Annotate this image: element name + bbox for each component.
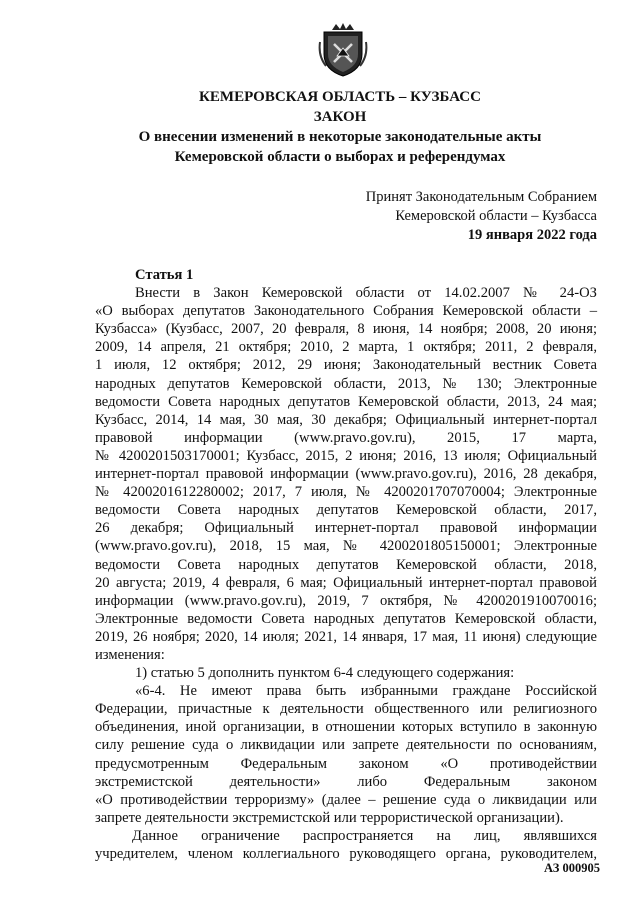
text-line: информации (www.pravo.gov.ru), 2019, 7 октября, № 4200201910070016; bbox=[95, 592, 597, 609]
text-line: изменения: bbox=[95, 646, 165, 663]
text-line: Федерации, причастные к деятельности общественного или религиозного bbox=[95, 701, 597, 718]
law-title-line-1: О внесении изменений в некоторые законодательные акты bbox=[138, 129, 542, 145]
text-line: (www.pravo.gov.ru), 2018, 15 мая, № 4200201805150001; Электронные bbox=[95, 538, 597, 555]
text-line: Данное ограничение распространяется на лиц, являвшихся bbox=[132, 827, 597, 844]
text-line: ведомости Совета народных депутатов Кемеровской области, 2018, bbox=[95, 556, 597, 573]
item-1: 1) статью 5 дополнить пунктом 6-4 следующего содержания: bbox=[135, 665, 515, 682]
document-type: ЗАКОН bbox=[313, 109, 367, 125]
adoption-line-1: Принят Законодательным Собранием bbox=[365, 189, 597, 205]
adoption-block bbox=[297, 188, 597, 245]
text-line: учредителем, членом коллегиального руководящего органа, руководителем, bbox=[95, 846, 597, 862]
text-line: Внести в Закон Кемеровской области от 14.02.2007 № 24-ОЗ bbox=[135, 285, 597, 302]
text-line: правовой информации (www.pravo.gov.ru), 2015, 17 марта, bbox=[95, 429, 597, 446]
text-line: Кузбасс, 2014, 14 мая, 30 мая, 30 декабря; Официальный интернет-портал bbox=[95, 411, 597, 428]
text-line: экстремистской деятельности» либо Федеральным законом bbox=[95, 773, 597, 790]
text-line: 2019, 26 ноября; 2020, 14 июля; 2021, 14 января, 17 мая, 11 июня) следующие bbox=[95, 628, 597, 645]
text-line: 1 июля, 12 октября; 2012, 29 июня; Законодательный вестник Совета bbox=[95, 357, 597, 374]
law-title-line-2: Кемеровской области о выборах и референдумах bbox=[174, 149, 506, 165]
article-heading: Статья 1 bbox=[135, 267, 194, 283]
text-line: «О противодействии терроризму» (далее – решение суда о ликвидации или bbox=[95, 791, 597, 808]
text-line: № 4200201503170001; Кузбасс, 2015, 2 июня; 2016, 13 июля; Официальный bbox=[95, 447, 597, 464]
adoption-line-2: Кемеровской области – Кузбасса bbox=[395, 208, 597, 224]
text-line: «О выборах депутатов Законодательного Собрания Кемеровской области – bbox=[95, 303, 597, 320]
text-line: Кузбасса» (Кузбасс, 2007, 20 февраля, 8 июня, 14 ноября; 2008, 20 июня; bbox=[95, 321, 597, 338]
limitation-text bbox=[95, 827, 597, 863]
text-line: объединения, иной организации, в отношении которых вступило в законную bbox=[95, 719, 597, 736]
adoption-date: 19 января 2022 года bbox=[467, 227, 597, 243]
text-line: 2009, 14 апреля, 21 октября; 2010, 2 марта, 1 октября; 2011, 2 февраля, bbox=[95, 339, 597, 356]
text-line: 20 августа; 2019, 4 февраля, 6 мая; Официальный интернет-портал правовой bbox=[95, 574, 597, 591]
text-line: предусмотренным Федеральным законом «О противодействии bbox=[95, 755, 597, 772]
region-heading: КЕМЕРОВСКАЯ ОБЛАСТЬ – КУЗБАСС bbox=[199, 89, 481, 105]
text-line: народных депутатов Кемеровской области, 2013, № 130; Электронные bbox=[95, 375, 597, 392]
text-line: № 4200201612280002; 2017, 7 июля, № 4200201707070004; Электронные bbox=[95, 484, 597, 501]
point-6-4-text bbox=[95, 682, 597, 827]
text-line: запрете деятельности экстремистской или террористической организации). bbox=[95, 809, 564, 826]
text-line: ведомости Совета народных депутатов Кемеровской области, 2017, bbox=[95, 502, 597, 519]
text-line: ведомости Совета народных депутатов Кемеровской области, 2013, 24 мая; bbox=[95, 393, 597, 410]
text-line: 26 декабря; Официальный интернет-портал правовой информации bbox=[95, 520, 597, 537]
serial-number: АЗ 000905 bbox=[544, 861, 600, 875]
text-line: интернет-портал правовой информации (www.pravo.gov.ru), 2016, 28 декабря, bbox=[95, 466, 597, 483]
text-line: «6-4. Не имеют права быть избранными граждане Российской bbox=[135, 683, 597, 700]
coat-of-arms-icon bbox=[318, 22, 368, 78]
text-line: силу решение суда о ликвидации или запрете деятельности по основаниям, bbox=[95, 737, 597, 754]
text-line: Электронные ведомости Совета народных депутатов Кемеровской области, bbox=[95, 610, 597, 627]
article-text bbox=[95, 284, 597, 664]
article-body bbox=[95, 266, 597, 863]
